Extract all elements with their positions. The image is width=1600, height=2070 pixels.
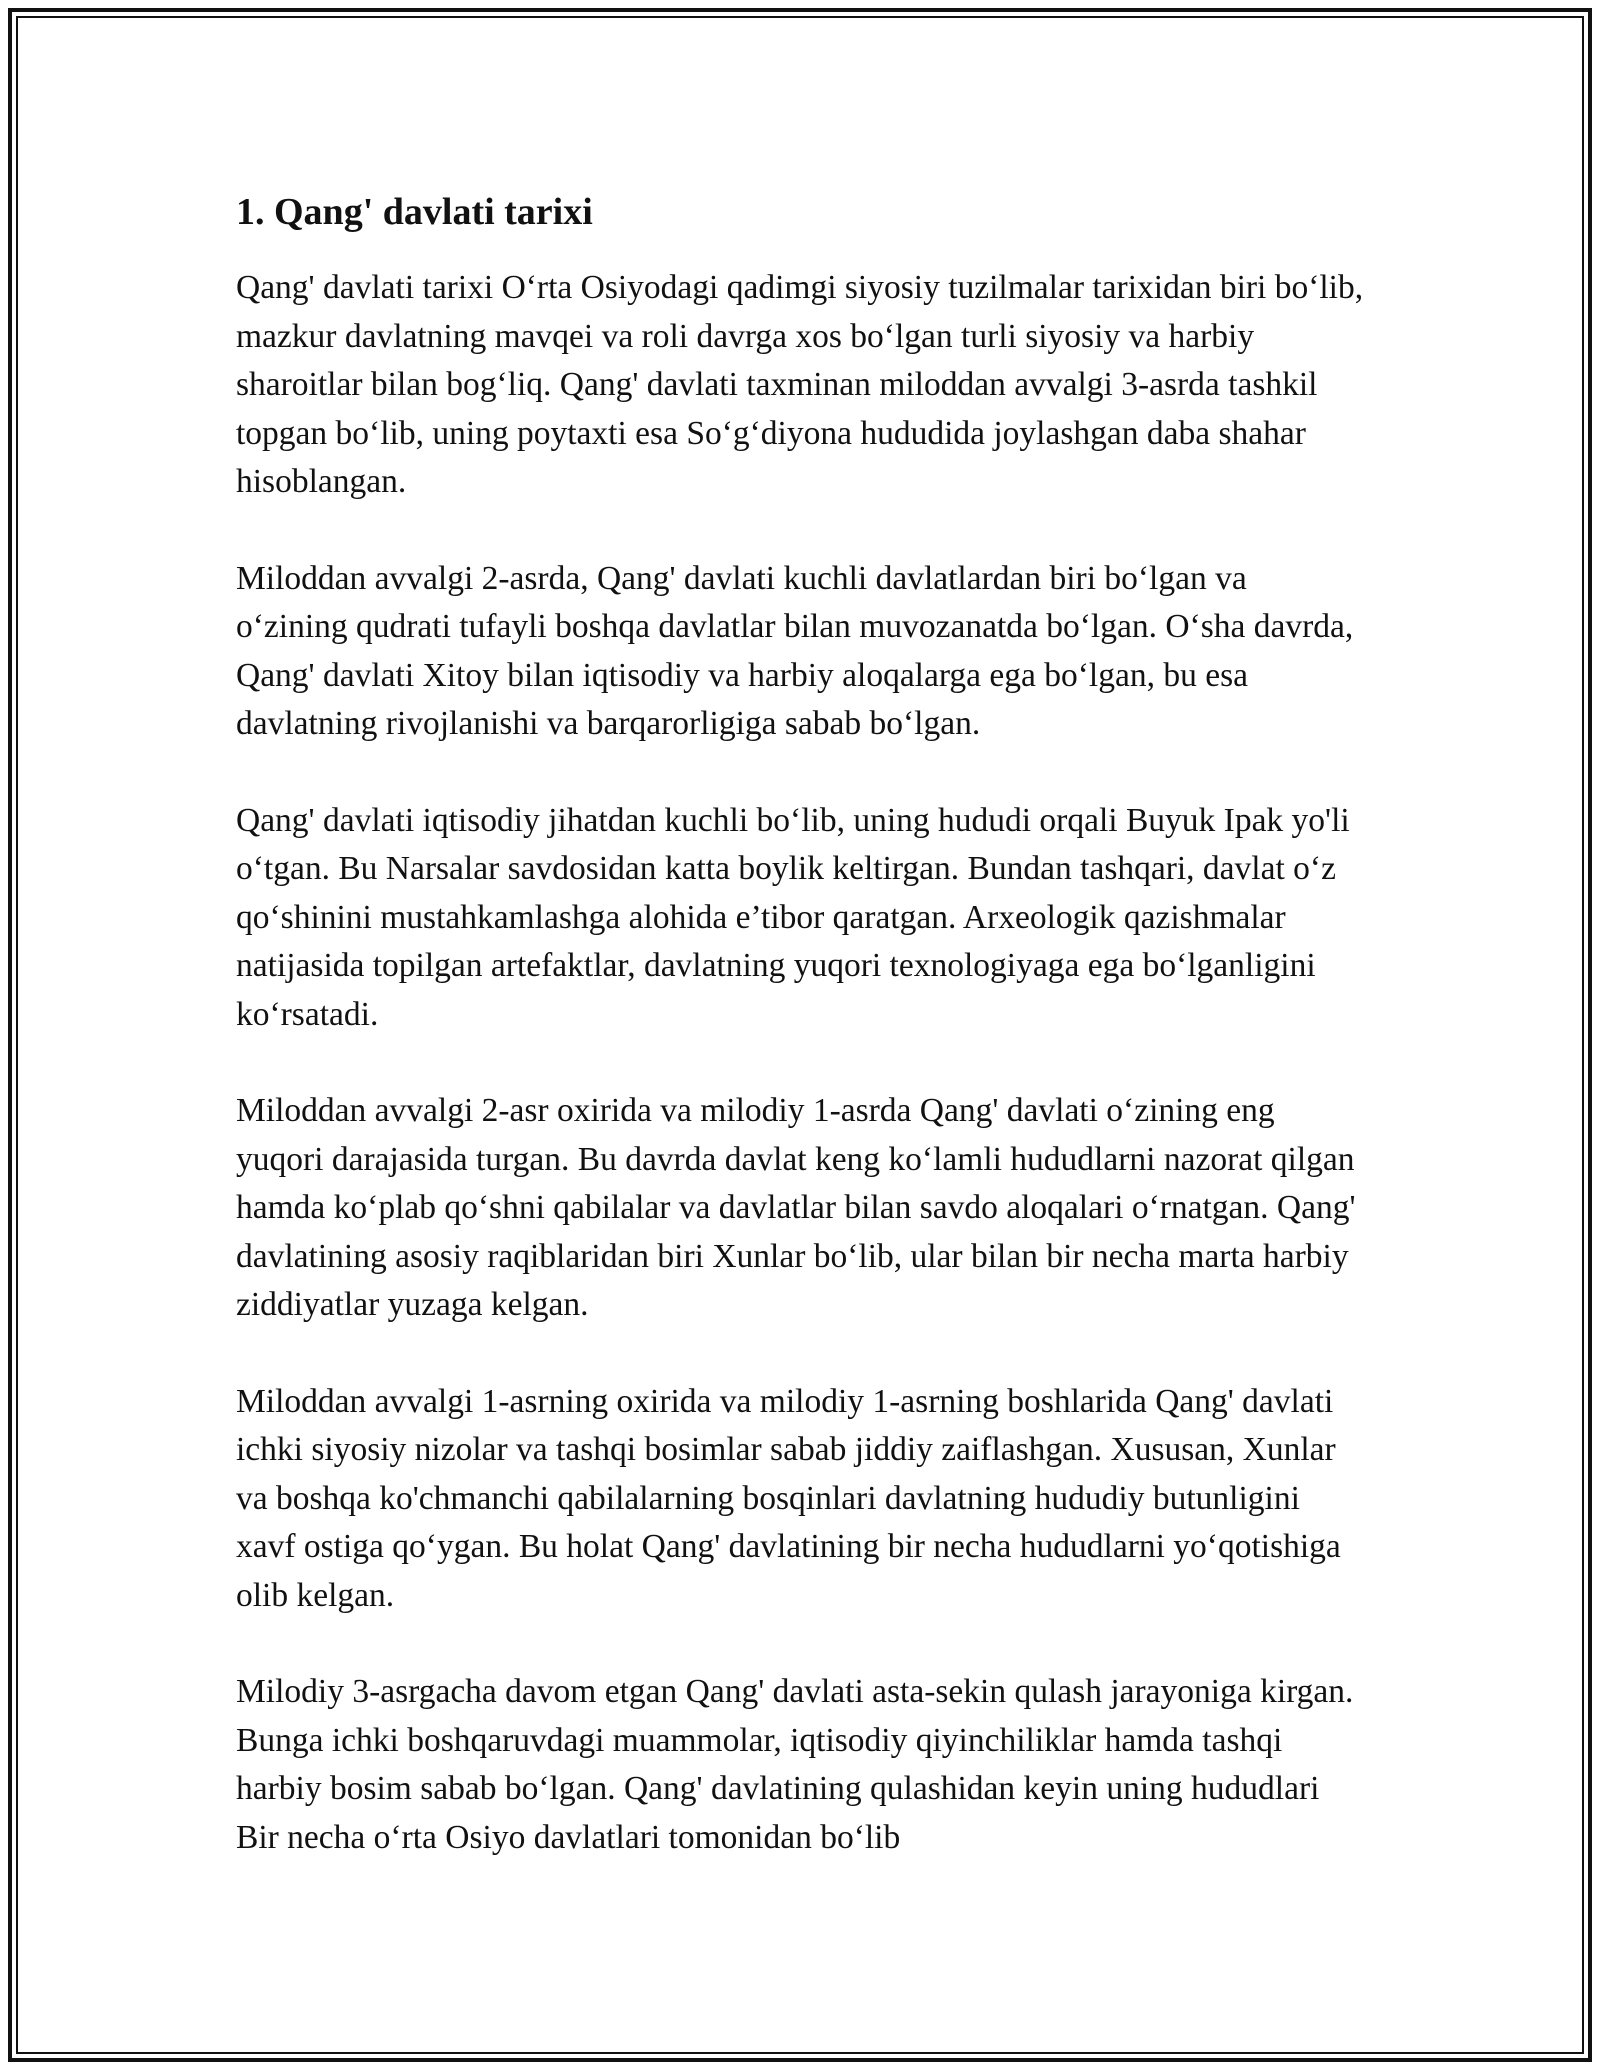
paragraph-5: Miloddan avvalgi 1-asrning oxirida va milodiy 1-asrning boshlarida Qang' davlati ichki siyosiy nizolar va tashqi bosimlar sabab jiddiy zaiflashgan. Xususan, Xunlar va boshqa ko'chmanchi qabilalarning bosqinlari davlatning hududiy butunligini xavf ostiga qo‘ygan. Bu holat Qang' davlatining bir necha hududlarni yo‘qotishiga olib kelgan.: [236, 1382, 1341, 1614]
paragraph-1: Qang' davlati tarixi O‘rta Osiyodagi qadimgi siyosiy tuzilmalar tarixidan biri bo‘lib, mazkur davlatning mavqei va roli davrga xos bo‘lgan turli siyosiy va harbiy sharoitlar bilan bog‘liq. Qang' davlati taxminan miloddan avvalgi 3-asrda tashkil topgan bo‘lib, uning poytaxti esa So‘g‘diyona hududida joylashgan daba shahar hisoblangan.: [236, 269, 1364, 500]
paragraph-3: Qang' davlati iqtisodiy jihatdan kuchli bo‘lib, uning hududi orqali Buyuk Ipak yo'li o‘tgan. Bu Narsalar savdosidan katta boylik keltirgan. Bundan tashqari, davlat o‘z qo‘shinini mustahkamlashga alohida e’tibor qaratgan. Arxeologik qazishmalar natijasida topilgan artefaktlar, davlatning yuqori texnologiyaga ega bo‘lganligini ko‘rsatadi.: [236, 801, 1350, 1033]
paragraph-2: Miloddan avvalgi 2-asrda, Qang' davlati kuchli davlatlardan biri bo‘lgan va o‘zining qudrati tufayli boshqa davlatlar bilan muvozanatda bo‘lgan. O‘sha davrda, Qang' davlati Xitoy bilan iqtisodiy va harbiy aloqalarga ega bo‘lgan, bu esa davlatning rivojlanishi va barqarorligiga sabab bo‘lgan.: [236, 559, 1354, 742]
section-heading: 1. Qang' davlati tarixi: [236, 191, 593, 233]
document-body: [236, 186, 1366, 1910]
paragraph-4: Miloddan avvalgi 2-asr oxirida va milodiy 1-asrda Qang' davlati o‘zining eng yuqori darajasida turgan. Bu davrda davlat keng ko‘lamli hududlarni nazorat qilgan hamda ko‘plab qo‘shni qabilalar va davlatlar bilan savdo aloqalari o‘rnatgan. Qang' davlatining asosiy raqiblaridan biri Xunlar bo‘lib, ular bilan bir necha marta harbiy ziddiyatlar yuzaga kelgan.: [236, 1092, 1356, 1323]
paragraph-6: Milodiy 3-asrgacha davom etgan Qang' davlati asta-sekin qulash jarayoniga kirgan. Bunga ichki boshqaruvdagi muammolar, iqtisodiy qiyinchiliklar hamda tashqi harbiy bosim sabab bo‘lgan. Qang' davlatining qulashidan keyin uning hududlari Bir necha o‘rta Osiyo davlatlari tomonidan bo‘lib: [236, 1673, 1354, 1856]
